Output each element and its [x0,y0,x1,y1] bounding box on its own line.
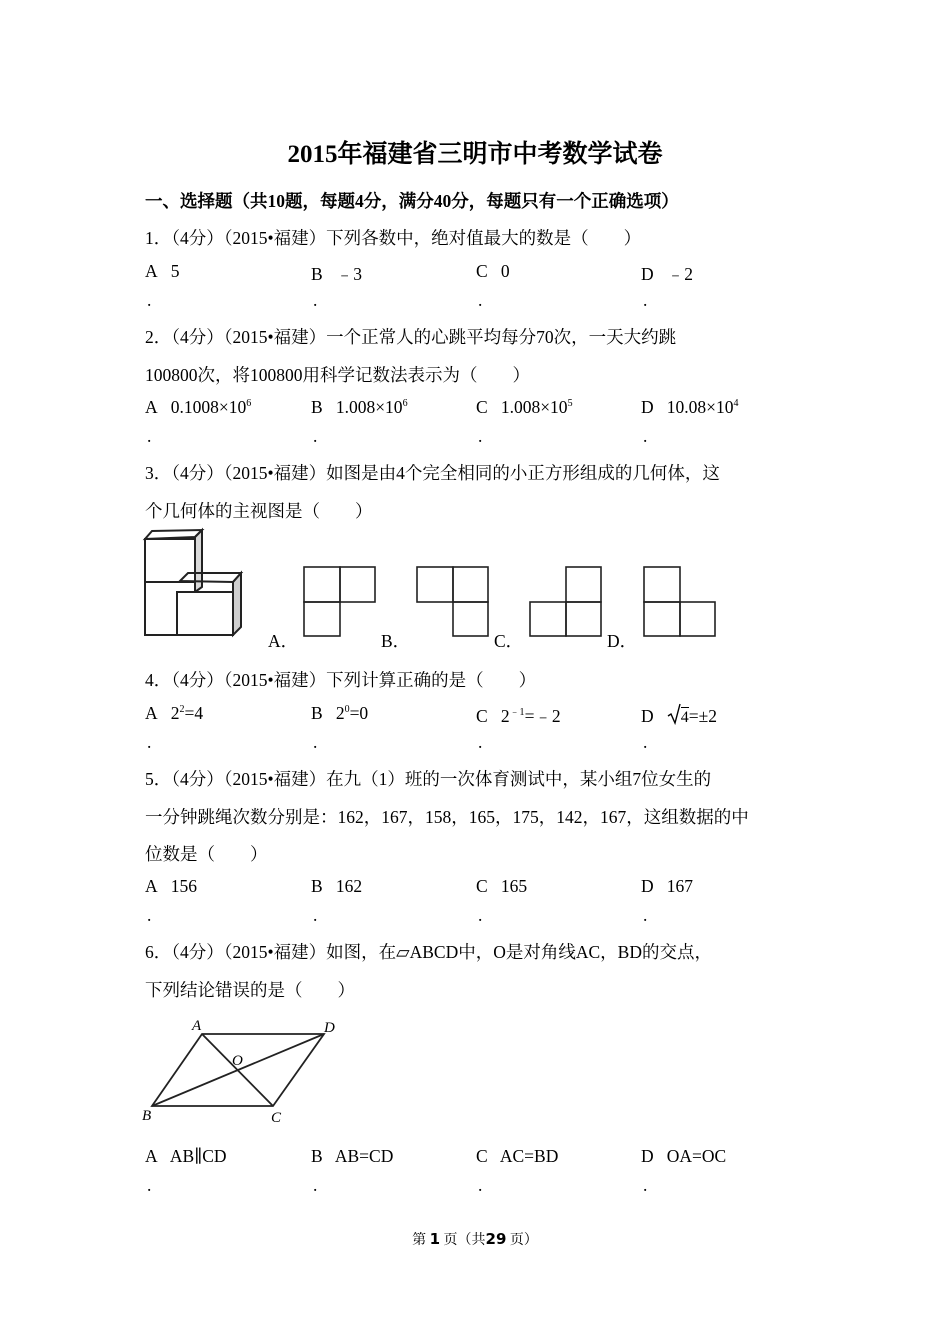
question-3-stem-line2: 个几何体的主视图是（ ） [145,501,373,521]
q2-option-d[interactable]: D $10.08\times 10^4$ [641,397,739,417]
center-o-label: O [232,1053,243,1069]
q3-option-b-label[interactable]: B． [381,631,411,651]
q4-option-c[interactable]: C $2^{﹣1}=﹣2$ [476,706,561,726]
page-number: 1 [429,1230,441,1248]
question-2-stem-line1: 2．（4分）（2015•福建）一个正常人的心跳平均每分70次，一天大约跳 [145,327,677,347]
q4-dot-c: . [478,732,483,752]
section-heading: 一、选择题（共10题，每题4分，满分40分，每题只有一个正确选项） [145,191,679,211]
q3-option-d-label[interactable]: D． [607,631,638,651]
q4-dot-a: . [147,732,152,752]
q3-option-d-figure[interactable] [643,566,717,638]
page-total: 29 [485,1230,507,1248]
q1-dot-b: . [313,290,318,310]
q4-option-a[interactable]: A $2^2=4$ [145,703,204,723]
question-1-stem: 1．（4分）（2015•福建）下列各数中，绝对值最大的数是（ ） [145,228,642,248]
question-6-stem-line1: 6．（4分）（2015•福建）如图，在▱ABCD中，O是对角线AC，BD的交点， [145,942,712,962]
q2-option-b[interactable]: B $1.008\times 10^6$ [311,397,408,417]
q5-dot-d: . [643,905,648,925]
q4-option-b[interactable]: B $2^0=0$ [311,703,369,723]
q5-option-a[interactable]: A 156 [145,876,198,896]
q4-dot-b: . [313,732,318,752]
vertex-c-label: C [271,1110,282,1126]
q1-option-c[interactable]: C 0 [476,261,510,281]
q5-dot-b: . [313,905,318,925]
q6-dot-d: . [643,1175,648,1195]
q1-dot-c: . [478,290,483,310]
q5-option-b[interactable]: B 162 [311,876,363,896]
q6-dot-a: . [147,1175,152,1195]
q5-option-c[interactable]: C 165 [476,876,528,896]
q2-dot-b: . [313,426,318,446]
question-3-stem-line1: 3．（4分）（2015•福建）如图是由4个完全相同的小正方形组成的几何体，这 [145,463,720,483]
q2-dot-a: . [147,426,152,446]
q2-dot-c: . [478,426,483,446]
question-2-stem-line2: 100800次，将100800用科学记数法表示为（ ） [145,365,530,385]
q6-option-d[interactable]: D OA=OC [641,1146,727,1166]
q2-option-a[interactable]: A $0.1008\times 10^6$ [145,397,252,417]
q2-option-c[interactable]: C $1.008\times 10^5$ [476,397,573,417]
q6-dot-c: . [478,1175,483,1195]
q6-option-c[interactable]: C AC=BD [476,1146,559,1166]
vertex-a-label: A [192,1018,202,1034]
q3-option-a-figure[interactable] [303,566,377,638]
q3-option-b-figure[interactable] [416,566,490,638]
q5-option-d[interactable]: D 167 [641,876,694,896]
q1-dot-d: . [643,290,648,310]
q4-dot-d: . [643,732,648,752]
q5-dot-c: . [478,905,483,925]
q3-option-c-label[interactable]: C． [494,631,524,651]
question-4-stem: 4．（4分）（2015•福建）下列计算正确的是（ ） [145,670,537,690]
q5-dot-a: . [147,905,152,925]
q2-dot-d: . [643,426,648,446]
question-5-stem-line1: 5．（4分）（2015•福建）在九（1）班的一次体育测试中，某小组7位女生的 [145,769,712,789]
q1-option-d[interactable]: D ﹣2 [641,264,694,284]
q6-option-a[interactable]: A AB∥CD [145,1146,227,1166]
q1-dot-a: . [147,290,152,310]
vertex-b-label: B [142,1108,152,1124]
q3-option-a-label[interactable]: A． [268,631,299,651]
question-5-stem-line3: 位数是（ ） [145,844,268,864]
page-footer: 第 1 页（共29 页） [412,1230,538,1248]
q4-option-d[interactable]: D 4=±2 [641,703,717,727]
sqrt-sign-icon [667,703,681,725]
parallelogram-figure [140,1014,345,1126]
q6-dot-b: . [313,1175,318,1195]
q3-option-c-figure[interactable] [529,566,603,638]
q1-option-a[interactable]: A 5 [145,261,180,281]
q1-option-b[interactable]: B ﹣3 [311,264,363,284]
cube-solid-figure [140,527,250,639]
q6-option-b[interactable]: B AB=CD [311,1146,394,1166]
question-5-stem-line2: 一分钟跳绳次数分别是：162，167，158，165，175，142，167，这组数据的中 [145,807,749,827]
page-title: 2015年福建省三明市中考数学试卷 [287,141,663,168]
vertex-d-label: D [324,1020,335,1036]
question-6-stem-line2: 下列结论错误的是（ ） [145,980,355,1000]
